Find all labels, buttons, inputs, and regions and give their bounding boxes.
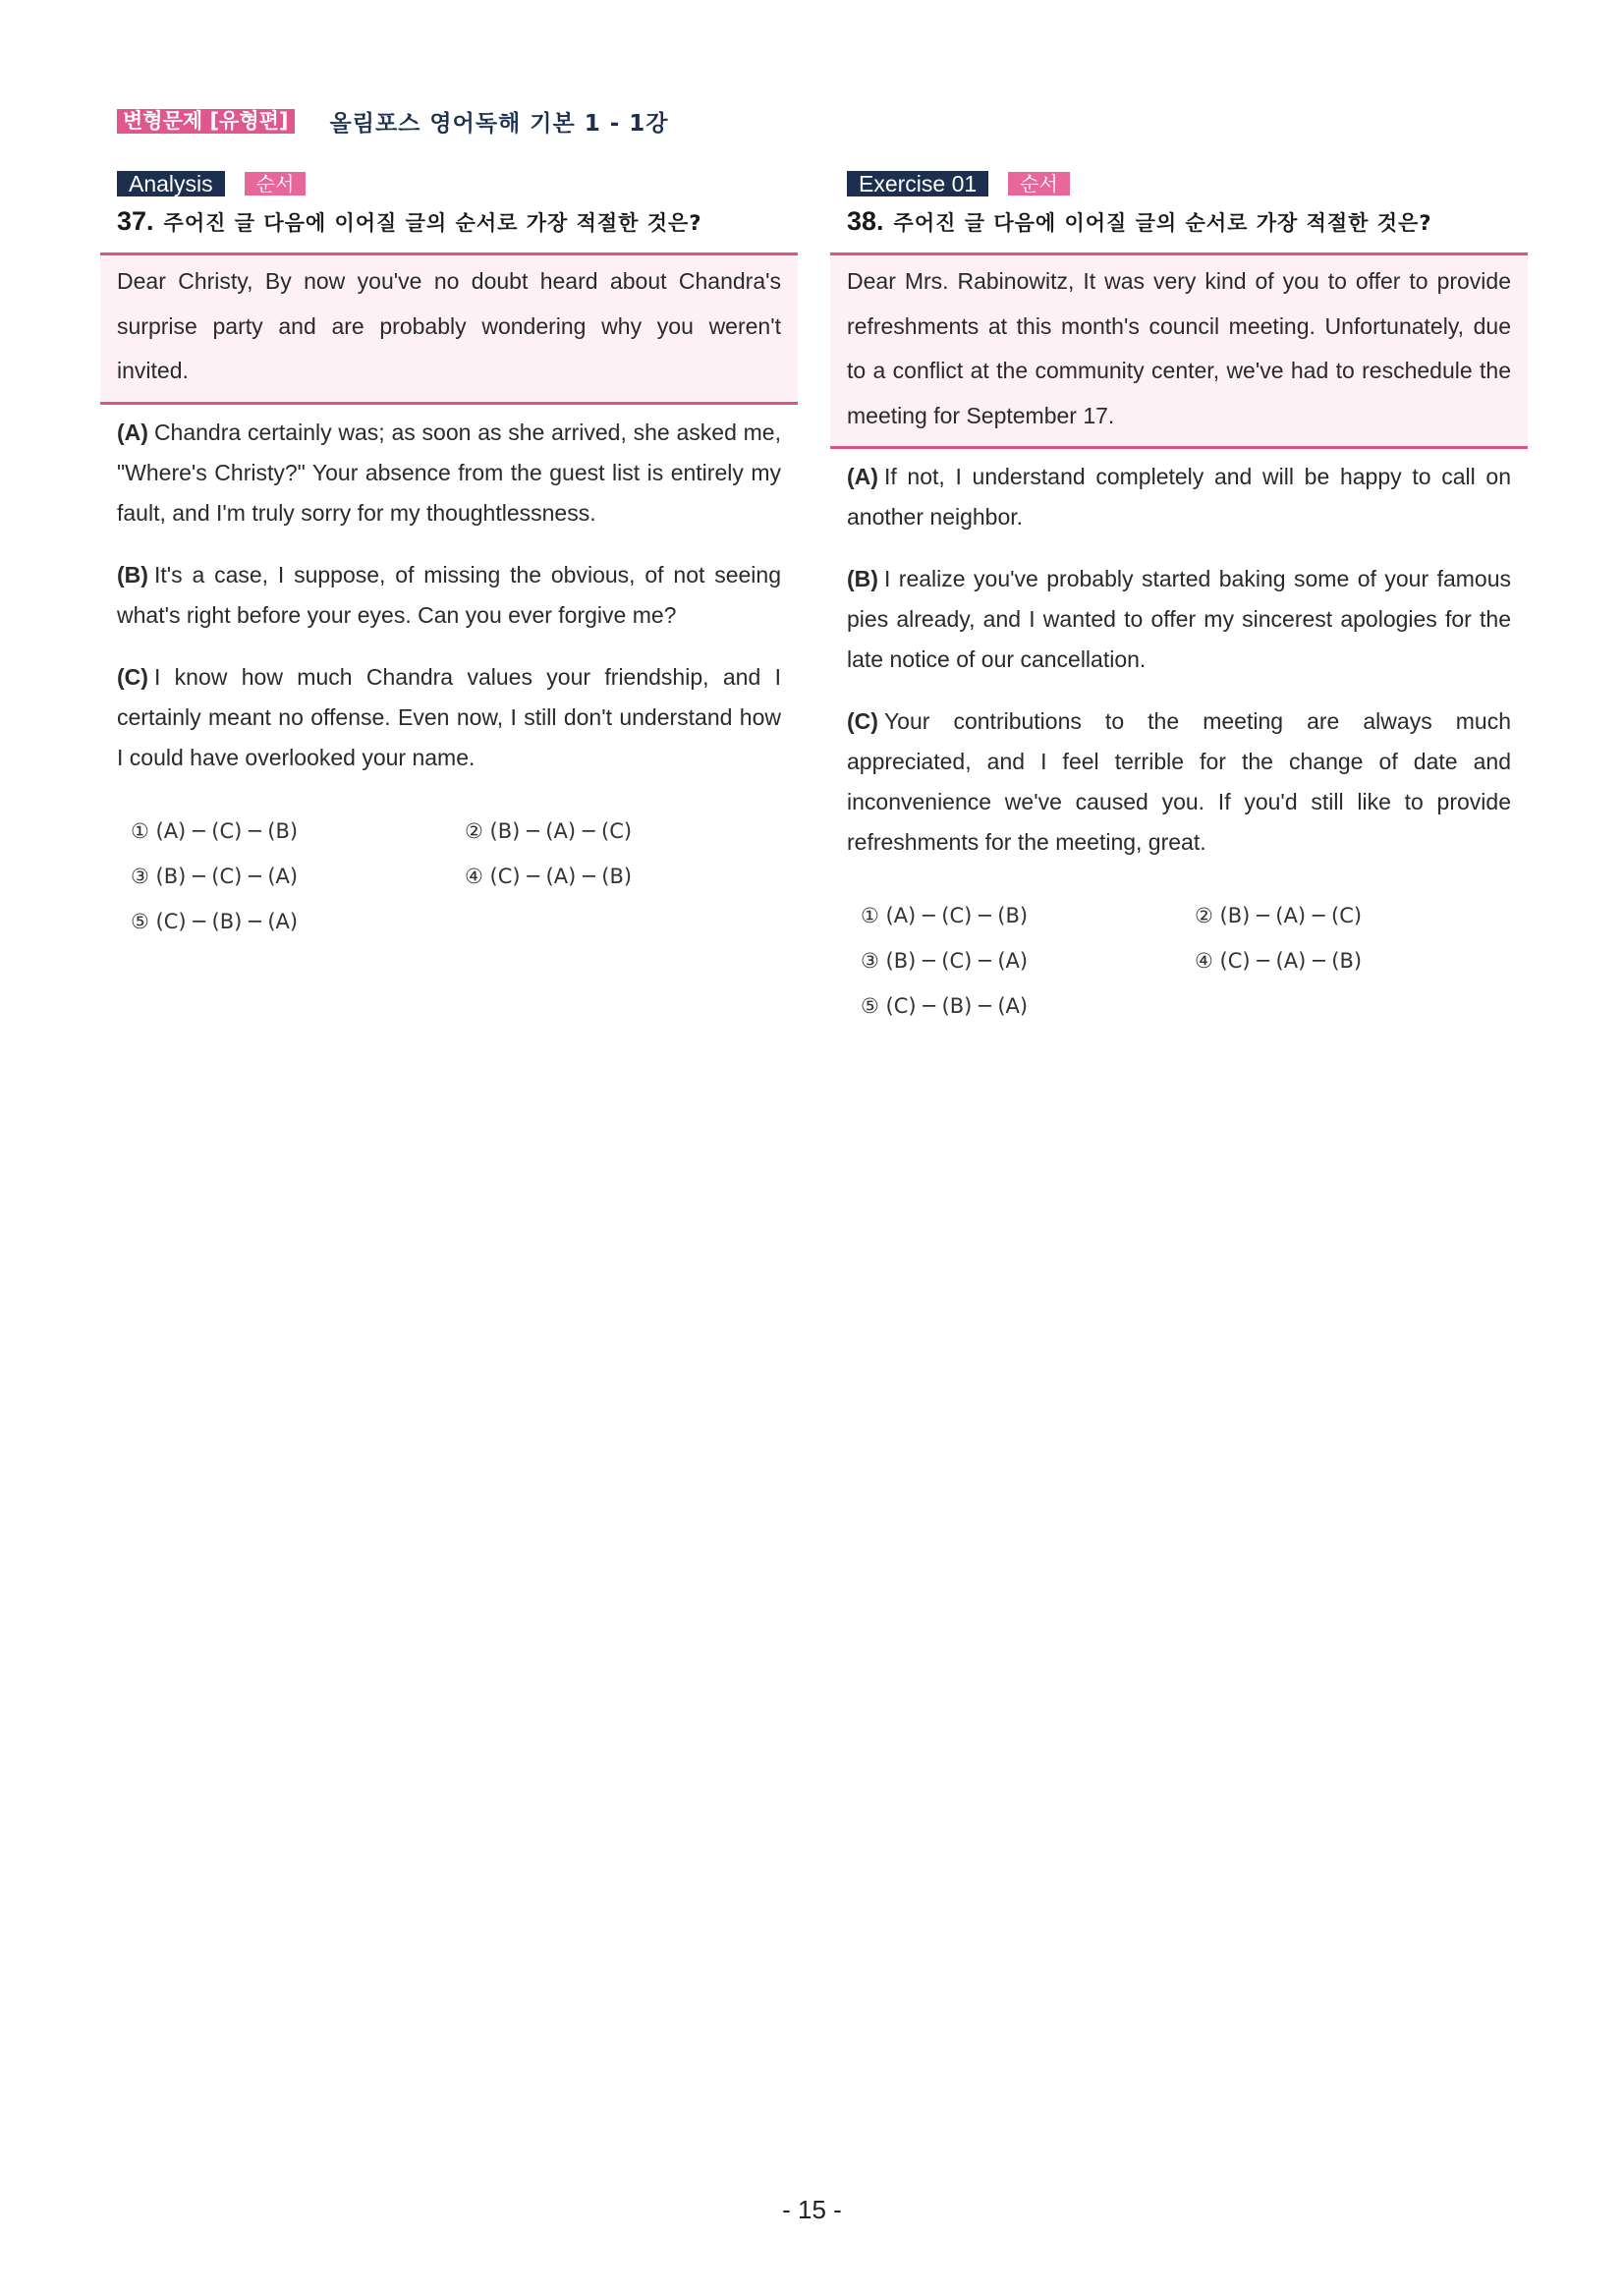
choice-2[interactable]: ② (B) ─ (A) ─ (C): [465, 818, 633, 843]
question-number: 37.: [117, 206, 154, 236]
paragraph-a: [830, 457, 1528, 537]
header-title: 올림포스 영어독해 기본 1 - 1강: [329, 110, 669, 137]
type-tag: 순서: [1008, 172, 1070, 196]
paragraph-text: I know how much Chandra values your friendship, and I certainly meant no offense. Even now, I still don't understand how I could have overlooked your name.: [117, 663, 781, 770]
question-number: 38.: [847, 206, 884, 236]
question-text: 주어진 글 다음에 이어질 글의 순서로 가장 적절한 것은?: [893, 211, 1432, 235]
analysis-label: Analysis: [117, 171, 225, 196]
type-tag: 순서: [245, 172, 307, 196]
choice-2[interactable]: ② (B) ─ (A) ─ (C): [1195, 904, 1363, 927]
paragraph-text: Your contributions to the meeting are always much appreciated, and I feel terrible for the change of date and inconvenience we've caused you. If you'd still like to provide refreshments for the meeting, great.: [847, 708, 1511, 855]
paragraph-label: (B): [847, 566, 878, 591]
choice-3[interactable]: ③ (B) ─ (C) ─ (A): [861, 949, 1029, 973]
choice-1[interactable]: ① (A) ─ (C) ─ (B): [131, 818, 299, 843]
choice-4[interactable]: ④ (C) ─ (A) ─ (B): [1195, 949, 1363, 973]
paragraph-a: [100, 413, 798, 533]
choice-5[interactable]: ⑤ (C) ─ (B) ─ (A): [131, 909, 299, 933]
paragraph-b: [830, 559, 1528, 680]
choice-4[interactable]: ④ (C) ─ (A) ─ (B): [465, 864, 633, 888]
question-labels: [100, 171, 798, 196]
paragraph-label: (C): [117, 663, 148, 690]
paragraph-label: (B): [117, 561, 148, 588]
question-text: 주어진 글 다음에 이어질 글의 순서로 가장 적절한 것은?: [163, 211, 702, 235]
page-header: [117, 106, 669, 136]
page-number: - 15 -: [782, 2195, 842, 2224]
paragraph-c: [100, 657, 798, 778]
question-title: [830, 206, 1528, 242]
paragraph-text: I realize you've probably started baking some of your famous pies already, and I wanted to offer my sincerest apologies for the late notice of our cancellation.: [847, 566, 1511, 672]
given-passage: Dear Mrs. Rabinowitz, It was very kind of you to offer to provide refreshments at this month's council meeting. Unfortunately, due to a conflict at the community center, we've had to reschedule the meeting for September 17.: [830, 252, 1528, 449]
paragraph-label: (A): [847, 464, 878, 489]
question-labels: [830, 171, 1528, 196]
answer-choices: [830, 893, 1528, 1029]
question-37: [100, 171, 798, 944]
question-38: [830, 171, 1528, 1029]
paragraph-b: [100, 555, 798, 636]
paragraph-text: Chandra certainly was; as soon as she arrived, she asked me, "Where's Christy?" Your absence from the guest list is entirely my fault, and I'm truly sorry for my thoughtlessness.: [117, 419, 781, 526]
choice-1[interactable]: ① (A) ─ (C) ─ (B): [861, 904, 1029, 927]
question-title: [100, 206, 798, 242]
paragraph-text: If not, I understand completely and will be happy to call on another neighbor.: [847, 464, 1511, 530]
answer-choices: [100, 809, 798, 944]
paragraph-label: (C): [847, 708, 878, 734]
choice-3[interactable]: ③ (B) ─ (C) ─ (A): [131, 864, 299, 888]
paragraph-text: It's a case, I suppose, of missing the obvious, of not seeing what's right before your eyes. Can you ever forgive me?: [117, 561, 781, 628]
choice-5[interactable]: ⑤ (C) ─ (B) ─ (A): [861, 994, 1029, 1018]
paragraph-c: [830, 701, 1528, 863]
paragraph-label: (A): [117, 419, 148, 445]
variant-tag: 변형문제 [유형편]: [117, 109, 295, 134]
given-passage: Dear Christy, By now you've no doubt heard about Chandra's surprise party and are probably wondering why you weren't invited.: [100, 252, 798, 405]
exercise-label: Exercise 01: [847, 171, 988, 196]
